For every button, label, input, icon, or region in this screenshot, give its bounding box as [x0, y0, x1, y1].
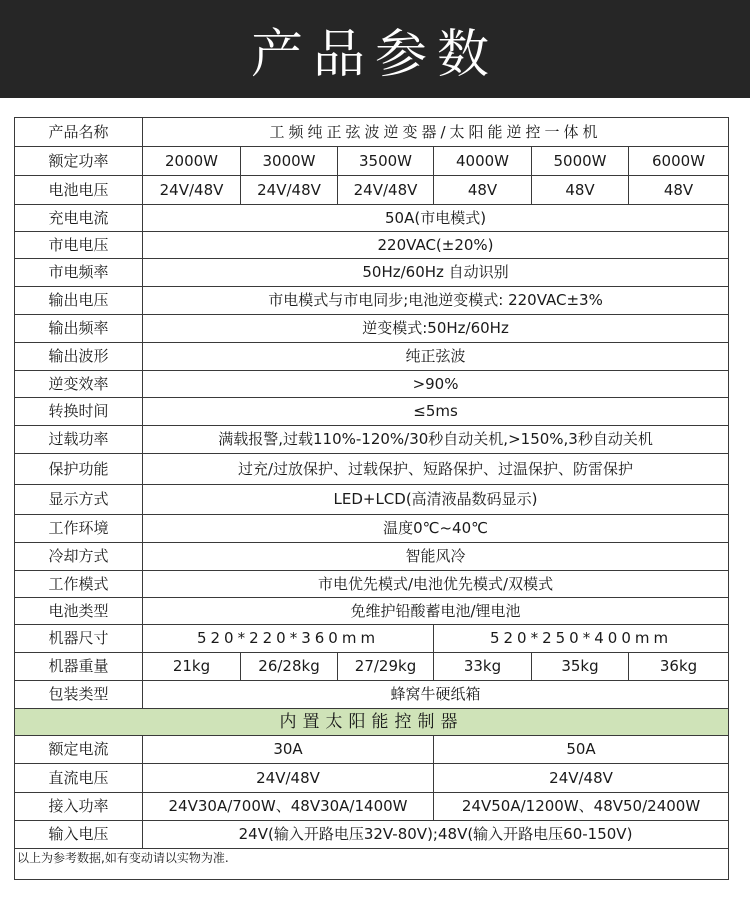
row-value: 50A(市电模式) — [143, 205, 729, 232]
row-value: 21kg — [143, 653, 241, 681]
row-label: 工作环境 — [15, 515, 143, 543]
row-label: 充电电流 — [15, 205, 143, 232]
row-value: 市电优先模式/电池优先模式/双模式 — [143, 571, 729, 598]
row-value: 50A — [434, 736, 729, 764]
row-label: 机器尺寸 — [15, 625, 143, 653]
header-banner — [0, 0, 750, 98]
row-value: 智能风冷 — [143, 543, 729, 571]
table-row — [15, 426, 729, 454]
row-label: 输出电压 — [15, 287, 143, 315]
row-value: 48V — [629, 176, 729, 205]
row-label: 逆变效率 — [15, 371, 143, 398]
row-value: 满载报警,过载110%-120%/30秒自动关机,>150%,3秒自动关机 — [143, 426, 729, 454]
row-value: 3000W — [241, 147, 338, 176]
row-value: 3500W — [338, 147, 434, 176]
row-value: 蜂窝牛硬纸箱 — [143, 681, 729, 709]
spec-table — [14, 117, 729, 880]
row-value: 逆变模式:50Hz/60Hz — [143, 315, 729, 343]
section-title: 内置太阳能控制器 — [15, 709, 729, 736]
row-value: 24V30A/700W、48V30A/1400W — [143, 793, 434, 821]
table-row — [15, 454, 729, 485]
row-label: 保护功能 — [15, 454, 143, 485]
row-value: 48V — [434, 176, 532, 205]
row-value: 市电模式与市电同步;电池逆变模式: 220VAC±3% — [143, 287, 729, 315]
row-value: 过充/过放保护、过载保护、短路保护、过温保护、防雷保护 — [143, 454, 729, 485]
row-value: 4000W — [434, 147, 532, 176]
row-label: 市电频率 — [15, 259, 143, 287]
row-value: 24V50A/1200W、48V50/2400W — [434, 793, 729, 821]
row-label: 过载功率 — [15, 426, 143, 454]
row-value: 纯正弦波 — [143, 343, 729, 371]
row-label: 冷却方式 — [15, 543, 143, 571]
table-row — [15, 315, 729, 343]
row-label: 输入电压 — [15, 821, 143, 849]
section-header-row — [15, 709, 729, 736]
table-row — [15, 681, 729, 709]
table-row — [15, 485, 729, 515]
row-value: 工频纯正弦波逆变器/太阳能逆控一体机 — [143, 118, 729, 147]
footnote: 以上为参考数据,如有变动请以实物为准. — [15, 849, 729, 880]
table-row — [15, 543, 729, 571]
row-value: 24V/48V — [143, 764, 434, 793]
row-label: 直流电压 — [15, 764, 143, 793]
table-row — [15, 598, 729, 625]
table-row — [15, 571, 729, 598]
row-label: 工作模式 — [15, 571, 143, 598]
table-row — [15, 205, 729, 232]
row-label: 转换时间 — [15, 398, 143, 426]
footnote-row — [15, 849, 729, 880]
table-row — [15, 793, 729, 821]
row-label: 电池电压 — [15, 176, 143, 205]
table-row — [15, 821, 729, 849]
table-row — [15, 398, 729, 426]
table-row — [15, 147, 729, 176]
row-value: 24V(输入开路电压32V-80V);48V(输入开路电压60-150V) — [143, 821, 729, 849]
row-value: 24V/48V — [434, 764, 729, 793]
row-label: 产品名称 — [15, 118, 143, 147]
row-value: 36kg — [629, 653, 729, 681]
row-label: 市电电压 — [15, 232, 143, 259]
row-value: 520*220*360mm — [143, 625, 434, 653]
row-value: 30A — [143, 736, 434, 764]
row-label: 输出频率 — [15, 315, 143, 343]
row-value: 220VAC(±20%) — [143, 232, 729, 259]
table-row — [15, 764, 729, 793]
row-label: 接入功率 — [15, 793, 143, 821]
row-value: 免维护铅酸蓄电池/锂电池 — [143, 598, 729, 625]
row-label: 输出波形 — [15, 343, 143, 371]
table-row — [15, 118, 729, 147]
row-value: 35kg — [532, 653, 629, 681]
table-row — [15, 625, 729, 653]
row-value: LED+LCD(高清液晶数码显示) — [143, 485, 729, 515]
table-row — [15, 371, 729, 398]
table-row — [15, 287, 729, 315]
row-value: 33kg — [434, 653, 532, 681]
row-label: 显示方式 — [15, 485, 143, 515]
row-value: 50Hz/60Hz 自动识别 — [143, 259, 729, 287]
row-value: >90% — [143, 371, 729, 398]
row-value: 24V/48V — [143, 176, 241, 205]
table-row — [15, 343, 729, 371]
row-value: 520*250*400mm — [434, 625, 729, 653]
row-value: 26/28kg — [241, 653, 338, 681]
page-title: 产品参数 — [250, 24, 499, 85]
row-label: 额定功率 — [15, 147, 143, 176]
table-row — [15, 232, 729, 259]
row-value: 48V — [532, 176, 629, 205]
row-value: 6000W — [629, 147, 729, 176]
row-label: 包装类型 — [15, 681, 143, 709]
row-value: 温度0℃~40℃ — [143, 515, 729, 543]
table-row — [15, 653, 729, 681]
row-value: ≤5ms — [143, 398, 729, 426]
row-label: 额定电流 — [15, 736, 143, 764]
row-value: 24V/48V — [338, 176, 434, 205]
row-label: 机器重量 — [15, 653, 143, 681]
row-value: 27/29kg — [338, 653, 434, 681]
row-value: 2000W — [143, 147, 241, 176]
table-row — [15, 259, 729, 287]
row-value: 5000W — [532, 147, 629, 176]
table-row — [15, 736, 729, 764]
table-row — [15, 515, 729, 543]
row-label: 电池类型 — [15, 598, 143, 625]
row-value: 24V/48V — [241, 176, 338, 205]
table-row — [15, 176, 729, 205]
